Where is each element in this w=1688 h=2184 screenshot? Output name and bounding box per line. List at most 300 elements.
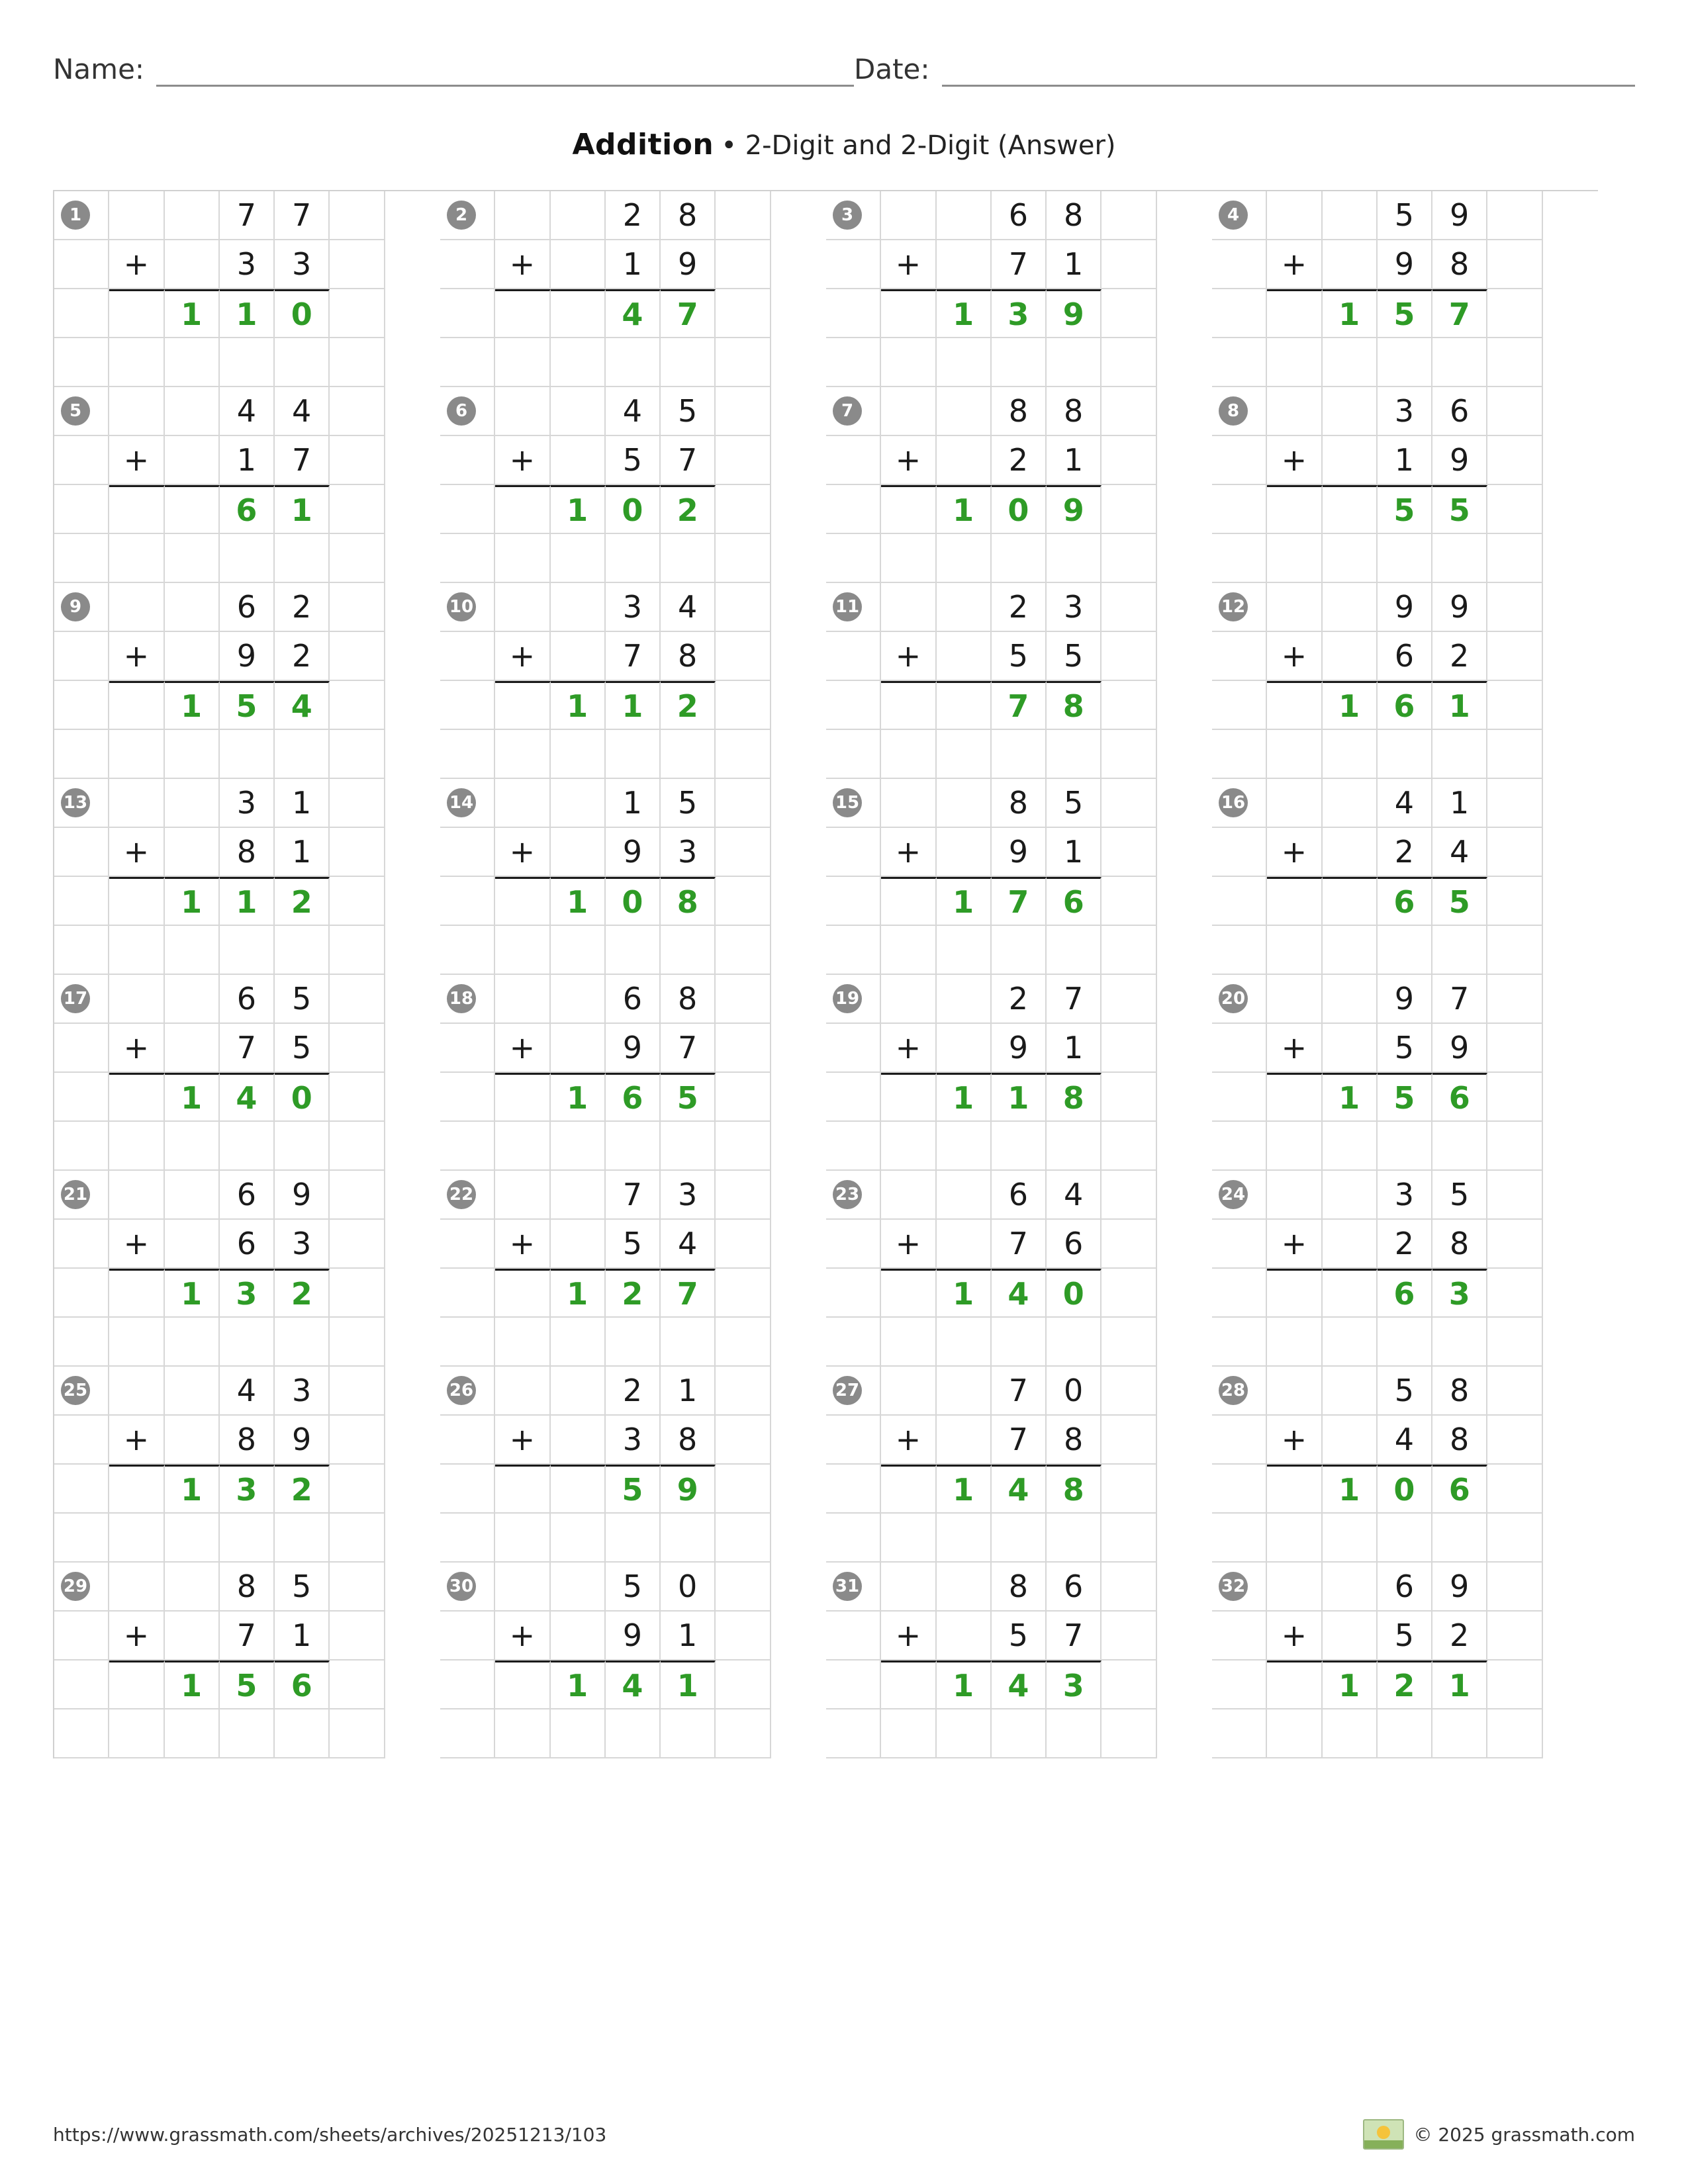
problem-32 <box>1212 1563 1598 1758</box>
operator-plus: + <box>1267 1024 1322 1073</box>
grid-cell <box>495 191 550 240</box>
addend-top-tens: 6 <box>992 191 1047 240</box>
problem-11 <box>826 583 1212 779</box>
grid-cell <box>495 338 550 387</box>
problem-number-badge: 22 <box>447 1180 476 1209</box>
grid-cell <box>1487 1416 1542 1465</box>
addend-bottom-ones: 2 <box>1432 632 1487 681</box>
grid-cell <box>54 436 109 485</box>
answer-rule-left <box>495 1269 550 1318</box>
addend-top-ones: 8 <box>661 191 716 240</box>
grid-cell <box>1102 1416 1156 1465</box>
spacer-row <box>54 926 440 975</box>
addend-bottom-row <box>440 1416 826 1465</box>
answer-tens: 0 <box>1378 1465 1432 1514</box>
operator-plus: + <box>881 828 936 877</box>
grid-cell <box>1487 730 1542 779</box>
grid-cell <box>1267 1514 1322 1563</box>
grid-cell <box>881 387 936 436</box>
addend-top-hundreds <box>1323 1367 1378 1416</box>
grid-cell <box>1267 779 1322 828</box>
answer-hundreds: 1 <box>937 485 992 534</box>
problem-number-badge: 11 <box>833 592 862 621</box>
addend-top-tens: 6 <box>220 583 275 632</box>
grid-cell <box>1267 583 1322 632</box>
grid-cell <box>1212 534 1267 583</box>
grid-cell <box>495 1122 550 1171</box>
addend-bottom-ones: 6 <box>1047 1220 1102 1269</box>
grid-cell <box>495 583 550 632</box>
grid-cell <box>826 681 881 730</box>
addend-bottom-row <box>826 1416 1212 1465</box>
grid-cell <box>716 975 771 1024</box>
grid-cell <box>1102 191 1156 240</box>
grid-cell <box>330 338 385 387</box>
answer-rule-left <box>495 1661 550 1709</box>
problem-row <box>54 1563 1598 1758</box>
answer-row <box>1212 1465 1598 1514</box>
grid-cell <box>606 1122 661 1171</box>
grid-cell <box>54 681 109 730</box>
problem-number-cell <box>54 779 109 828</box>
answer-row <box>826 681 1212 730</box>
answer-ones: 9 <box>1047 289 1102 338</box>
addend-top-hundreds <box>551 191 606 240</box>
answer-ones: 7 <box>661 1269 716 1318</box>
grid-cell <box>1432 730 1487 779</box>
grid-cell <box>1212 730 1267 779</box>
addend-bottom-hundreds <box>937 1416 992 1465</box>
grid-cell <box>1267 338 1322 387</box>
grid-cell <box>1487 1122 1542 1171</box>
grid-cell <box>1212 1073 1267 1122</box>
grid-cell <box>1102 1318 1156 1367</box>
answer-tens: 7 <box>992 681 1047 730</box>
grid-cell <box>330 1612 385 1661</box>
addend-bottom-row <box>1212 1612 1598 1661</box>
answer-row <box>1212 1269 1598 1318</box>
addend-top-hundreds <box>1323 1171 1378 1220</box>
problem-number-cell <box>1212 1171 1267 1220</box>
source-url[interactable]: https://www.grassmath.com/sheets/archives/20251213/103 <box>53 2123 607 2146</box>
grid-cell <box>606 1318 661 1367</box>
answer-row <box>54 681 440 730</box>
grid-cell <box>1102 1367 1156 1416</box>
addend-top-ones: 8 <box>1047 387 1102 436</box>
grid-cell <box>1487 877 1542 926</box>
grid-cell <box>440 1024 495 1073</box>
answer-ones: 2 <box>661 681 716 730</box>
grid-cell <box>1212 289 1267 338</box>
grid-cell <box>716 632 771 681</box>
addend-top-ones: 1 <box>661 1367 716 1416</box>
addend-top-row <box>440 779 826 828</box>
addend-bottom-hundreds <box>1323 1612 1378 1661</box>
grid-cell <box>330 583 385 632</box>
answer-rule-left <box>881 289 936 338</box>
addend-bottom-hundreds <box>551 632 606 681</box>
addend-top-hundreds <box>937 1367 992 1416</box>
problem-number-cell <box>440 1563 495 1612</box>
problem-31 <box>826 1563 1212 1758</box>
grid-cell <box>109 338 164 387</box>
grid-cell <box>1378 926 1432 975</box>
grid-cell <box>716 779 771 828</box>
spacer-row <box>826 1709 1212 1758</box>
addend-bottom-tens: 5 <box>606 1220 661 1269</box>
addend-bottom-tens: 5 <box>992 1612 1047 1661</box>
grid-cell <box>495 387 550 436</box>
spacer-row <box>54 1514 440 1563</box>
addend-bottom-tens: 9 <box>606 828 661 877</box>
grid-cell <box>716 1220 771 1269</box>
addend-top-row <box>1212 779 1598 828</box>
grid-cell <box>1212 1122 1267 1171</box>
grid-cell <box>716 387 771 436</box>
addend-bottom-tens: 1 <box>606 240 661 289</box>
date-input-line[interactable] <box>942 85 1635 87</box>
addend-top-hundreds <box>1323 583 1378 632</box>
addend-bottom-row <box>440 436 826 485</box>
spacer-row <box>54 1318 440 1367</box>
addend-top-row <box>826 975 1212 1024</box>
addend-bottom-row <box>1212 1416 1598 1465</box>
problem-number-cell <box>440 387 495 436</box>
addend-bottom-hundreds <box>165 1416 220 1465</box>
answer-hundreds: 1 <box>1323 1073 1378 1122</box>
answer-rule-left <box>881 485 936 534</box>
grid-cell <box>937 926 992 975</box>
grid-cell <box>1487 1661 1542 1709</box>
addend-top-row <box>440 191 826 240</box>
addend-top-row <box>440 1367 826 1416</box>
grid-cell <box>330 1416 385 1465</box>
problem-number-badge: 24 <box>1219 1180 1248 1209</box>
grid-cell <box>716 1269 771 1318</box>
addend-bottom-row <box>440 828 826 877</box>
answer-rule-left <box>495 1465 550 1514</box>
addend-bottom-row <box>440 1612 826 1661</box>
problem-12 <box>1212 583 1598 779</box>
addend-bottom-hundreds <box>165 436 220 485</box>
addend-top-row <box>1212 191 1598 240</box>
answer-hundreds: 1 <box>165 681 220 730</box>
addend-bottom-tens: 5 <box>1378 1612 1432 1661</box>
grid-cell <box>1487 1612 1542 1661</box>
addend-bottom-hundreds <box>937 436 992 485</box>
answer-rule-left <box>495 1073 550 1122</box>
problem-17 <box>54 975 440 1171</box>
answer-ones: 5 <box>1432 485 1487 534</box>
spacer-row <box>440 1318 826 1367</box>
operator-plus: + <box>495 1024 550 1073</box>
grid-cell <box>716 338 771 387</box>
grid-cell <box>716 1416 771 1465</box>
grid-cell <box>220 730 275 779</box>
problem-number-badge: 1 <box>61 201 90 230</box>
grid-cell <box>1212 1269 1267 1318</box>
grid-cell <box>992 338 1047 387</box>
grid-cell <box>551 926 606 975</box>
answer-tens: 4 <box>606 289 661 338</box>
grid-cell <box>716 1367 771 1416</box>
answer-row <box>54 1269 440 1318</box>
addend-bottom-row <box>440 1220 826 1269</box>
grid-cell <box>495 1563 550 1612</box>
grid-cell <box>826 1318 881 1367</box>
answer-hundreds <box>1323 1269 1378 1318</box>
grid-cell <box>881 1514 936 1563</box>
answer-row <box>54 1661 440 1709</box>
problem-20 <box>1212 975 1598 1171</box>
addend-top-row <box>1212 1367 1598 1416</box>
grid-cell <box>1047 534 1102 583</box>
grid-cell <box>440 681 495 730</box>
addend-top-hundreds <box>165 583 220 632</box>
answer-ones: 1 <box>1432 681 1487 730</box>
problem-22 <box>440 1171 826 1367</box>
grid-cell <box>716 534 771 583</box>
addend-top-row <box>826 387 1212 436</box>
addend-bottom-row <box>826 632 1212 681</box>
grid-cell <box>826 1269 881 1318</box>
grid-cell <box>1267 730 1322 779</box>
grid-cell <box>881 926 936 975</box>
spacer-row <box>826 1318 1212 1367</box>
grid-cell <box>330 485 385 534</box>
grid-cell <box>881 1709 936 1758</box>
grid-cell <box>54 240 109 289</box>
grid-cell <box>881 1171 936 1220</box>
addend-bottom-row <box>54 436 440 485</box>
answer-hundreds <box>551 1465 606 1514</box>
grid-cell <box>661 926 716 975</box>
answer-rule-left <box>495 289 550 338</box>
addend-top-ones: 8 <box>1047 191 1102 240</box>
grid-cell <box>661 1122 716 1171</box>
operator-plus: + <box>495 1416 550 1465</box>
grid-cell <box>440 1220 495 1269</box>
operator-plus: + <box>109 1220 164 1269</box>
addend-top-tens: 2 <box>606 191 661 240</box>
answer-hundreds: 1 <box>1323 681 1378 730</box>
grid-cell <box>109 926 164 975</box>
grid-cell <box>1378 338 1432 387</box>
addend-top-row <box>1212 975 1598 1024</box>
answer-tens: 6 <box>1378 681 1432 730</box>
answer-rule-left <box>1267 1465 1322 1514</box>
addend-top-row <box>54 387 440 436</box>
answer-tens: 4 <box>606 1661 661 1709</box>
grid-cell <box>826 289 881 338</box>
addend-bottom-tens: 7 <box>606 632 661 681</box>
answer-tens: 1 <box>220 289 275 338</box>
grid-cell <box>495 1367 550 1416</box>
operator-plus: + <box>1267 240 1322 289</box>
addend-top-row <box>1212 1563 1598 1612</box>
problem-number-badge: 30 <box>447 1572 476 1601</box>
grid-cell <box>54 485 109 534</box>
answer-rule-left <box>1267 1073 1322 1122</box>
answer-rule-left <box>495 681 550 730</box>
grid-cell <box>1487 632 1542 681</box>
answer-hundreds: 1 <box>937 289 992 338</box>
addend-top-row <box>54 583 440 632</box>
problem-number-badge: 26 <box>447 1376 476 1405</box>
addend-bottom-hundreds <box>551 240 606 289</box>
grid-cell <box>165 926 220 975</box>
answer-row <box>440 1465 826 1514</box>
grid-cell <box>1487 534 1542 583</box>
operator-plus: + <box>881 1220 936 1269</box>
answer-row <box>54 485 440 534</box>
grid-cell <box>1102 1514 1156 1563</box>
answer-ones: 8 <box>1047 681 1102 730</box>
problem-25 <box>54 1367 440 1563</box>
grid-cell <box>661 534 716 583</box>
problem-number-cell <box>440 975 495 1024</box>
problem-number-cell <box>54 1171 109 1220</box>
addend-bottom-ones: 5 <box>275 1024 330 1073</box>
addend-bottom-hundreds <box>1323 632 1378 681</box>
grid-cell <box>716 828 771 877</box>
addend-bottom-tens: 5 <box>606 436 661 485</box>
answer-row <box>826 1661 1212 1709</box>
name-input-line[interactable] <box>156 85 854 87</box>
addend-top-row <box>826 583 1212 632</box>
addend-bottom-hundreds <box>165 1024 220 1073</box>
problem-29 <box>54 1563 440 1758</box>
grid-cell <box>1212 632 1267 681</box>
operator-plus: + <box>109 240 164 289</box>
grid-cell <box>109 1318 164 1367</box>
grid-cell <box>551 1514 606 1563</box>
grid-cell <box>1047 1122 1102 1171</box>
problem-row <box>54 191 1598 387</box>
answer-hundreds <box>551 289 606 338</box>
grid-cell <box>1487 191 1542 240</box>
answer-row <box>54 289 440 338</box>
addend-bottom-row <box>1212 632 1598 681</box>
answer-ones: 2 <box>275 1269 330 1318</box>
operator-plus: + <box>109 828 164 877</box>
grid-cell <box>330 436 385 485</box>
grid-cell <box>661 1514 716 1563</box>
grid-cell <box>1267 191 1322 240</box>
grid-cell <box>1102 1563 1156 1612</box>
addend-bottom-row <box>54 1612 440 1661</box>
addend-bottom-hundreds <box>1323 1416 1378 1465</box>
addend-top-hundreds <box>551 387 606 436</box>
addend-top-tens: 7 <box>220 191 275 240</box>
operator-plus: + <box>109 436 164 485</box>
grid-cell <box>1487 828 1542 877</box>
grid-cell <box>551 534 606 583</box>
grid-cell <box>275 926 330 975</box>
grid-cell <box>220 926 275 975</box>
addend-bottom-ones: 9 <box>1432 1024 1487 1073</box>
grid-cell <box>54 1073 109 1122</box>
grid-cell <box>1267 975 1322 1024</box>
operator-plus: + <box>881 1612 936 1661</box>
answer-ones: 0 <box>275 1073 330 1122</box>
spacer-row <box>440 1709 826 1758</box>
answer-hundreds: 1 <box>1323 1661 1378 1709</box>
addend-top-tens: 3 <box>606 583 661 632</box>
answer-hundreds <box>1323 485 1378 534</box>
problem-number-badge: 19 <box>833 984 862 1013</box>
addend-bottom-hundreds <box>551 1024 606 1073</box>
addend-top-tens: 2 <box>992 975 1047 1024</box>
addend-top-ones: 5 <box>661 387 716 436</box>
grid-cell <box>440 730 495 779</box>
addend-top-hundreds <box>165 387 220 436</box>
grid-cell <box>551 1122 606 1171</box>
answer-ones: 3 <box>1432 1269 1487 1318</box>
answer-ones: 2 <box>275 1465 330 1514</box>
grid-cell <box>716 926 771 975</box>
addend-top-tens: 4 <box>220 387 275 436</box>
grid-cell <box>1102 534 1156 583</box>
grid-cell <box>275 1514 330 1563</box>
addend-top-hundreds <box>551 779 606 828</box>
addend-top-ones: 3 <box>1047 583 1102 632</box>
grid-cell <box>1487 1269 1542 1318</box>
grid-cell <box>1212 1514 1267 1563</box>
grid-cell <box>1212 1220 1267 1269</box>
addend-bottom-hundreds <box>937 1024 992 1073</box>
answer-rule-left <box>881 1465 936 1514</box>
problem-number-cell <box>54 191 109 240</box>
grid-cell <box>440 436 495 485</box>
spacer-row <box>440 534 826 583</box>
grid-cell <box>330 877 385 926</box>
grid-cell <box>495 1318 550 1367</box>
grid-cell <box>440 926 495 975</box>
addend-top-tens: 4 <box>606 387 661 436</box>
answer-rule-left <box>1267 877 1322 926</box>
problem-number-cell <box>54 1563 109 1612</box>
grid-cell <box>330 1073 385 1122</box>
addend-bottom-tens: 9 <box>992 828 1047 877</box>
grid-cell <box>992 534 1047 583</box>
addend-top-tens: 3 <box>1378 1171 1432 1220</box>
addend-bottom-hundreds <box>165 1612 220 1661</box>
answer-rule-left <box>881 1661 936 1709</box>
grid-cell <box>1212 1612 1267 1661</box>
problem-number-badge: 27 <box>833 1376 862 1405</box>
addend-bottom-row <box>54 632 440 681</box>
grid-cell <box>440 1122 495 1171</box>
grid-cell <box>495 534 550 583</box>
grid-cell <box>661 338 716 387</box>
answer-tens: 6 <box>1378 877 1432 926</box>
addend-top-ones: 5 <box>275 1563 330 1612</box>
answer-tens: 6 <box>606 1073 661 1122</box>
answer-ones: 6 <box>1432 1465 1487 1514</box>
grid-cell <box>1212 485 1267 534</box>
grid-cell <box>1323 338 1378 387</box>
addend-top-ones: 0 <box>1047 1367 1102 1416</box>
answer-row <box>1212 1073 1598 1122</box>
problem-number-badge: 17 <box>61 984 90 1013</box>
problem-number-badge: 20 <box>1219 984 1248 1013</box>
grid-cell <box>716 1122 771 1171</box>
grid-cell <box>826 926 881 975</box>
problem-number-badge: 2 <box>447 201 476 230</box>
addend-top-tens: 6 <box>220 975 275 1024</box>
grid-cell <box>1102 1122 1156 1171</box>
